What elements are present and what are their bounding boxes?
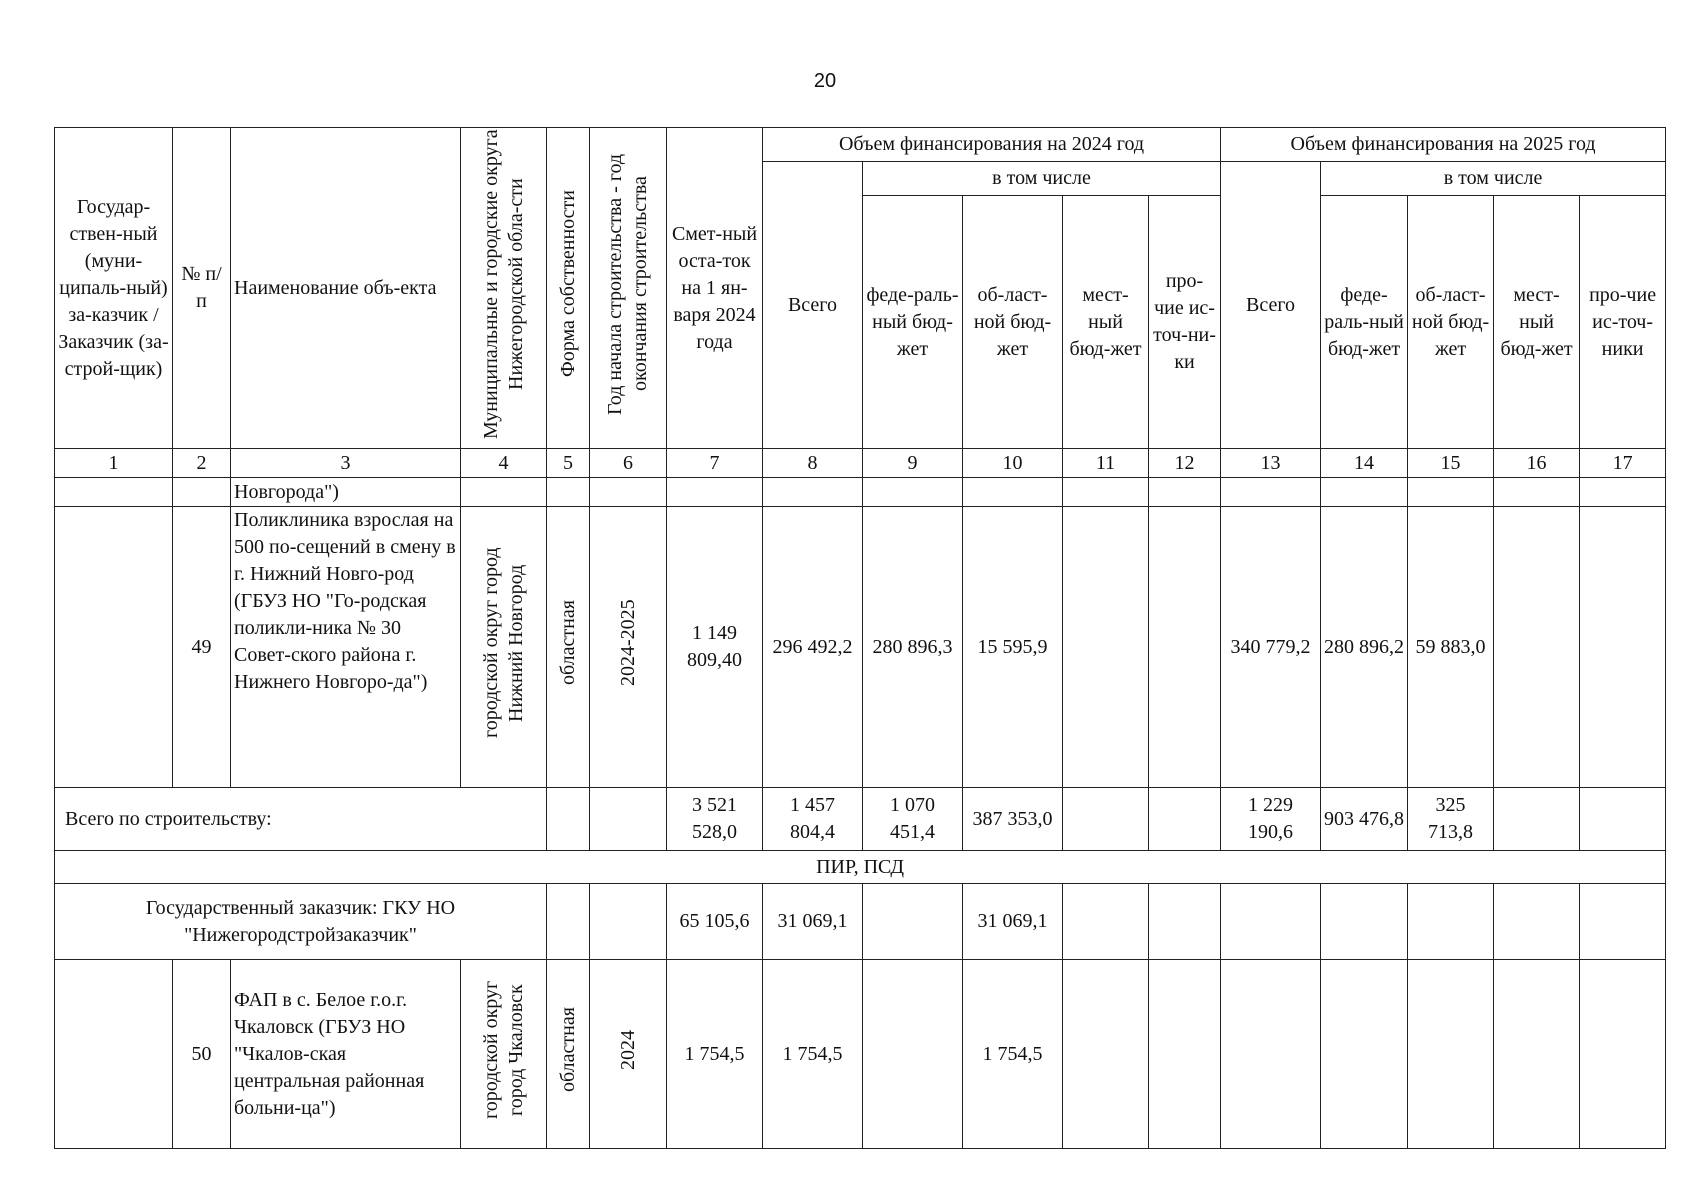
col-number: 2 (173, 449, 231, 478)
object-name: Поликлиника взрослая на 500 по-сещений в смену в г. Нижний Новго-род (ГБУЗ НО "Го-родская поликли-ника № 30 Совет-ского района г. Нижнего Новгоро-да") (231, 507, 461, 788)
ownership-cell (547, 960, 590, 1149)
col-number: 4 (461, 449, 547, 478)
estimate-value: 65 105,6 (667, 884, 763, 960)
header-estimate: Смет-ный оста-ток на 1 ян-варя 2024 года (667, 128, 763, 449)
municipality-cell (461, 960, 547, 1149)
regional-2024-value: 15 595,9 (963, 507, 1063, 788)
regional-2024-value: 387 353,0 (963, 788, 1063, 851)
regional-2025-value: 325 713,8 (1408, 788, 1494, 851)
years-text: 2024 (616, 1030, 639, 1070)
estimate-value: 3 521 528,0 (667, 788, 763, 851)
object-name: ФАП в с. Белое г.о.г. Чкаловск (ГБУЗ НО "Чкалов-ская центральная районная больни-ца") (231, 960, 461, 1149)
col-number: 16 (1494, 449, 1580, 478)
total-2024-value: 31 069,1 (763, 884, 863, 960)
row-number: 50 (173, 960, 231, 1149)
col-number: 6 (590, 449, 667, 478)
col-number: 17 (1580, 449, 1666, 478)
federal-2025-value: 903 476,8 (1321, 788, 1408, 851)
header-customer: Государ-ствен-ный (муни-ципаль-ный) за-казчик / Заказчик (за-строй-щик) (55, 128, 173, 449)
total-construction-row (55, 788, 1666, 851)
header-federal-2025: феде-раль-ный бюд-жет (1321, 196, 1408, 449)
municipality-text: городской округ город Нижний Новгород (479, 547, 527, 739)
row-number: 49 (173, 507, 231, 788)
col-number: 10 (963, 449, 1063, 478)
customer-row (55, 884, 1666, 960)
continuation-row (55, 478, 1666, 507)
header-number: № п/п (173, 128, 231, 449)
header-local-2025: мест-ный бюд-жет (1494, 196, 1580, 449)
financing-table (54, 127, 1666, 1149)
header-regional-2025: об-ласт-ной бюд-жет (1408, 196, 1494, 449)
regional-2024-value: 31 069,1 (963, 884, 1063, 960)
col-number: 11 (1063, 449, 1149, 478)
header-total-2024: Всего (763, 162, 863, 449)
total-2024-value: 1 754,5 (763, 960, 863, 1149)
col-number: 15 (1408, 449, 1494, 478)
header-local-2024: мест-ный бюд-жет (1063, 196, 1149, 449)
header-ownership-text: Форма собственности (556, 190, 579, 378)
customer-label: Государственный заказчик: ГКУ НО "Нижегородстройзаказчик" (55, 884, 547, 960)
regional-2024-value: 1 754,5 (963, 960, 1063, 1149)
table-row (55, 507, 1666, 788)
estimate-value: 1 754,5 (667, 960, 763, 1149)
federal-2025-value: 280 896,2 (1321, 507, 1408, 788)
header-including-2025: в том числе (1321, 162, 1666, 196)
ownership-cell (547, 507, 590, 788)
municipality-cell (461, 507, 547, 788)
header-other-2025: про-чие ис-точ-ники (1580, 196, 1666, 449)
col-number: 7 (667, 449, 763, 478)
years-cell (590, 507, 667, 788)
header-years (590, 128, 667, 449)
header-fin-2025: Объем финансирования на 2025 год (1221, 128, 1666, 162)
federal-2024-value: 1 070 451,4 (863, 788, 963, 851)
header-ownership (547, 128, 590, 449)
ownership-text: областная (556, 600, 579, 686)
col-number: 9 (863, 449, 963, 478)
header-row-1 (55, 128, 1666, 162)
header-fin-2024: Объем финансирования на 2024 год (763, 128, 1221, 162)
continuation-text: Новгорода") (231, 478, 461, 507)
header-object-name: Наименование объ-екта (231, 128, 461, 449)
col-number: 12 (1149, 449, 1221, 478)
ownership-text: областная (556, 1007, 579, 1093)
page-number: 20 (813, 70, 837, 92)
total-2025-value: 1 229 190,6 (1221, 788, 1321, 851)
total-2024-value: 1 457 804,4 (763, 788, 863, 851)
column-numbers-row (55, 449, 1666, 478)
years-text: 2024-2025 (616, 599, 639, 687)
years-cell (590, 960, 667, 1149)
col-number: 13 (1221, 449, 1321, 478)
header-regional-2024: об-ласт-ной бюд-жет (963, 196, 1063, 449)
header-municipality-text: Муниципальные и городские округа Нижегородской обла-сти (479, 129, 527, 439)
col-number: 3 (231, 449, 461, 478)
col-number: 8 (763, 449, 863, 478)
estimate-value: 1 149 809,40 (667, 507, 763, 788)
regional-2025-value: 59 883,0 (1408, 507, 1494, 788)
section-title: ПИР, ПСД (55, 851, 1666, 884)
col-number: 5 (547, 449, 590, 478)
header-federal-2024: феде-раль-ный бюд-жет (863, 196, 963, 449)
header-municipality (461, 128, 547, 449)
header-years-text: Год начала строительства - год окончания строительства (604, 153, 651, 415)
col-number: 14 (1321, 449, 1408, 478)
federal-2024-value: 280 896,3 (863, 507, 963, 788)
total-2024-value: 296 492,2 (763, 507, 863, 788)
header-other-2024: про-чие ис-точ-ни-ки (1149, 196, 1221, 449)
total-construction-label: Всего по строительству: (55, 788, 547, 851)
table-row (55, 960, 1666, 1149)
total-2025-value: 340 779,2 (1221, 507, 1321, 788)
header-total-2025: Всего (1221, 162, 1321, 449)
municipality-text: городской округ город Чкаловск (479, 980, 527, 1120)
col-number: 1 (55, 449, 173, 478)
header-including-2024: в том числе (863, 162, 1221, 196)
section-header-row (55, 851, 1666, 884)
